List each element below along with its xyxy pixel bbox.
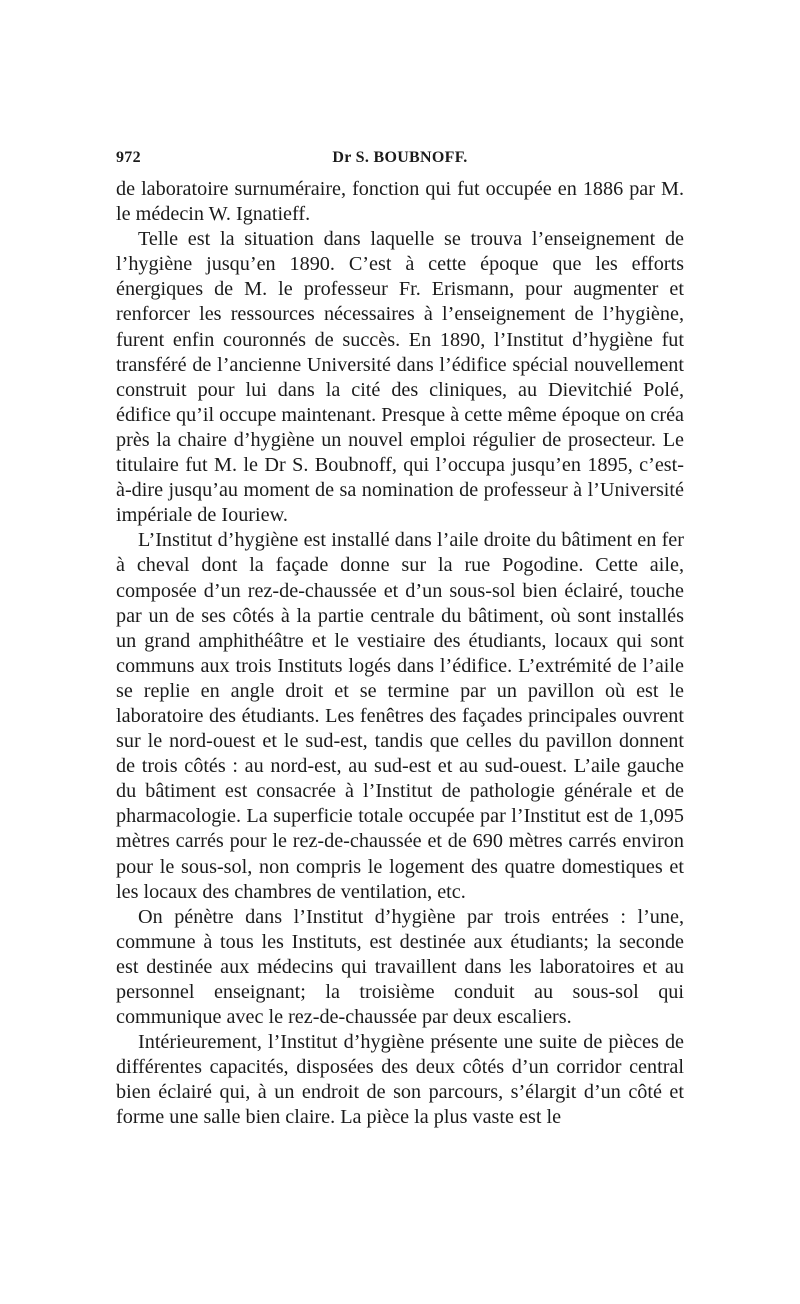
page-content [116,149,684,1131]
paragraph-entrances: On pénètre dans l’Institut d’hygiène par trois entrées : l’une, commune à tous les Instituts, est destinée aux étudiants; la seconde est destinée aux médecins qui travaillent dans les laboratoires et au personnel enseignant; la troisième conduit au sous-sol qui communique avec le rez-de-chaussée par deux escaliers. [116,905,684,1029]
running-head [116,149,684,177]
paragraph-institute-location: L’Institut d’hygiène est installé dans l’aile droite du bâtiment en fer à cheval dont la façade donne sur la rue Pogodine. Cette aile, composée d’un rez-de-chaussée et d’un sous-sol bien éclairé, touche par un de ses côtés à la partie centrale du bâtiment, où sont installés un grand amphithéâtre et le vestiaire des étudiants, locaux qui sont communs aux trois Instituts logés dans l’édifice. L’extrémité de l’aile se replie en angle droit et se termine par un pavillon où est le laboratoire des étudiants. Les fenêtres des façades principales ouvrent sur le nord-ouest et le sud-est, tandis que celles du pavillon donnent de trois côtés : au nord-est, au sud-est et au sud-ouest. L’aile gauche du bâtiment est consacrée à l’Institut de pathologie générale et de pharmacologie. La superficie totale occupée par l’Institut est de 1,095 mètres carrés pour le rez-de-chaussée et de 690 mètres carrés environ pour le sous-sol, non compris le logement des quatre domestiques et les locaux des chambres de ventilation, etc. [116,529,684,903]
paragraph-continuation: de laboratoire surnuméraire, fonction qui fut occupée en 1886 par M. le médecin W. Ignatieff. [116,178,684,226]
running-title: Dr S. BOUBNOFF. [332,149,468,166]
paragraph-hygiene-history: Telle est la situation dans laquelle se trouva l’enseignement de l’hygiène jusqu’en 1890. C’est à cette époque que les efforts énergiques de M. le professeur Fr. Erismann, pour augmenter et renforcer les ressources nécessaires à l’enseignement de l’hygiène, furent enfin couronnés de succès. En 1890, l’Institut d’hygiène fut transféré de l’ancienne Université dans l’édifice spécial nouvellement construit pour lui dans la cité des cliniques, au Dievitchié Polé, édifice qu’il occupe maintenant. Presque à cette même époque on créa près la chaire d’hygiène un nouvel emploi régulier de prosecteur. Le titulaire fut M. le Dr S. Boubnoff, qui l’occupa jusqu’en 1895, c’est-à-dire jusqu’au moment de sa nomination de professeur à l’Université impériale de Iouriew. [116,228,684,527]
page-number: 972 [116,149,141,166]
body-text [116,177,684,1131]
paragraph-interior: Intérieurement, l’Institut d’hygiène présente une suite de pièces de différentes capacités, disposées des deux côtés d’un corridor central bien éclairé qui, à un endroit de son parcours, s’élargit d’un côté et forme une salle bien claire. La pièce la plus vaste est le [116,1031,684,1129]
